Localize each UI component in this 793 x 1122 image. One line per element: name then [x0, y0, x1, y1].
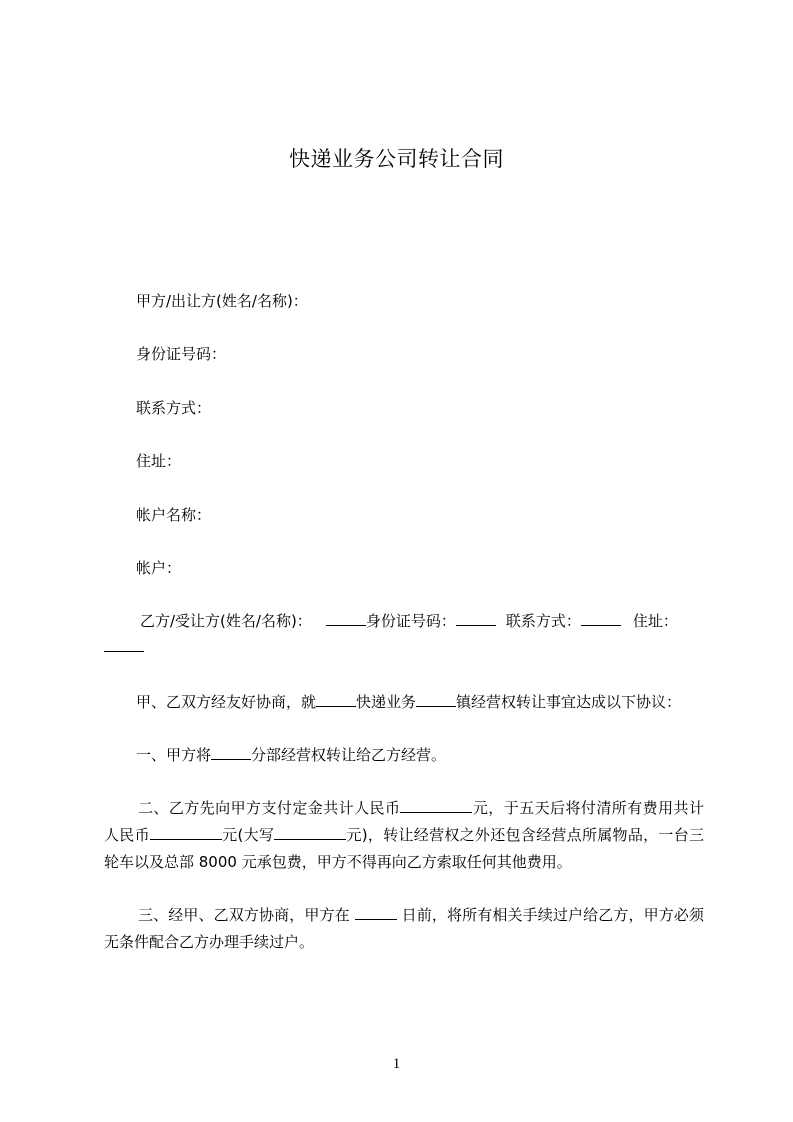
party-a-account-label: 帐户： — [136, 559, 182, 577]
party-b-contact-label: 联系方式： — [505, 612, 581, 630]
clause-2-text-3: 元(大写 — [221, 826, 275, 844]
party-a-account-name-label: 帐户名称： — [136, 506, 212, 524]
intro-text-3: 镇经营权转让事宜达成以下协议： — [456, 693, 682, 711]
intro-blank-1 — [316, 692, 356, 707]
party-b-id-blank — [456, 611, 496, 626]
clause-3-text-1: 三、经甲、乙双方协商，甲方在 — [138, 906, 355, 924]
clause-2-blank-3 — [274, 825, 346, 840]
clause-1 — [136, 745, 446, 765]
party-a-address-label: 住址： — [136, 452, 182, 470]
party-b-id-label: 身份证号码： — [365, 612, 456, 630]
party-a-name-label: 甲方/出让方(姓名/名称)： — [136, 292, 308, 310]
clause-3-blank — [355, 905, 397, 920]
party-b-address-line — [104, 637, 144, 657]
clause-2-blank-2 — [150, 825, 222, 840]
intro-paragraph — [136, 692, 681, 712]
party-b-name-label: 乙方/受让方(姓名/名称)： — [140, 612, 312, 630]
clause-1-text-2: 分部经营权转让给乙方经营。 — [251, 746, 447, 764]
clause-3 — [104, 902, 704, 956]
party-b-line — [140, 611, 678, 631]
clause-2-text-1: 二、乙方先向甲方支付定金共计人民币 — [138, 799, 401, 817]
intro-text-2: 快递业务 — [356, 693, 417, 711]
clause-2-text-2: 元，于五天后将付清所有费用共计人民币 — [104, 799, 704, 844]
clause-1-blank — [211, 745, 251, 760]
clause-3-text-2: 日前，将所有相关手续过户给乙方，甲方必须无条件配合乙方办理手续过户。 — [104, 906, 704, 951]
intro-text-1: 甲、乙双方经友好协商，就 — [136, 693, 317, 711]
clause-2-text-4: 元)，转让经营权之外还包含经营点所属物品，一台三轮车以及总部 8000 元承包费，甲方不得再向乙方索取任何其他费用。 — [104, 826, 704, 871]
clause-1-text-1: 一、甲方将 — [136, 746, 212, 764]
clause-2 — [104, 795, 704, 876]
party-a-id-label: 身份证号码： — [136, 345, 227, 363]
intro-blank-2 — [416, 692, 456, 707]
party-b-address-label: 住址： — [632, 612, 678, 630]
clause-2-blank-1 — [400, 798, 472, 813]
party-a-contact-label: 联系方式： — [136, 399, 212, 417]
party-b-address-blank — [104, 637, 144, 652]
party-b-name-blank — [326, 611, 366, 626]
document-title: 快递业务公司转让合同 — [289, 147, 504, 171]
party-b-contact-blank — [581, 611, 621, 626]
page-number: 1 — [392, 1056, 401, 1072]
